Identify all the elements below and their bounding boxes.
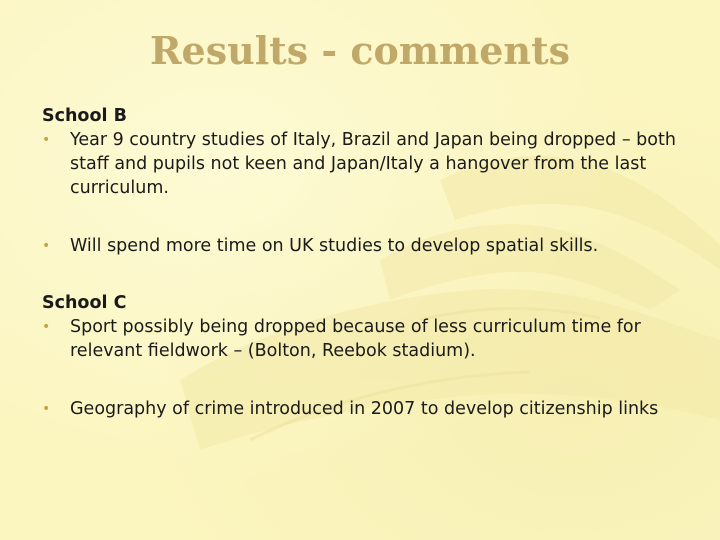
list-item — [42, 128, 692, 200]
bullet-text: Will spend more time on UK studies to develop spatial skills. — [70, 236, 599, 256]
bullet-list — [42, 315, 692, 421]
bullet-icon: • — [42, 132, 51, 148]
list-item — [42, 315, 692, 363]
list-spacer — [42, 200, 692, 234]
bullet-icon: • — [42, 238, 51, 254]
list-item — [42, 234, 692, 258]
bullet-text: Sport possibly being dropped because of less curriculum time for relevant fieldwork – (Bolton, Reebok stadium). — [70, 317, 641, 361]
list-spacer — [42, 363, 692, 397]
bullet-icon: • — [42, 319, 51, 335]
slide-content — [42, 104, 692, 421]
section-school-b — [42, 104, 692, 258]
slide-title: Results - comments — [149, 28, 571, 73]
list-item — [42, 397, 692, 421]
section-school-c — [42, 291, 692, 421]
bullet-text: Geography of crime introduced in 2007 to develop citizenship links — [70, 399, 659, 419]
section-heading: School B — [42, 106, 127, 126]
section-spacer — [42, 258, 692, 291]
bullet-text: Year 9 country studies of Italy, Brazil and Japan being dropped – both staff and pupils not keen and Japan/Italy a hangover from the last curriculum. — [70, 130, 676, 198]
bullet-list — [42, 128, 692, 258]
bullet-icon: • — [42, 401, 51, 417]
section-heading: School C — [42, 293, 127, 313]
